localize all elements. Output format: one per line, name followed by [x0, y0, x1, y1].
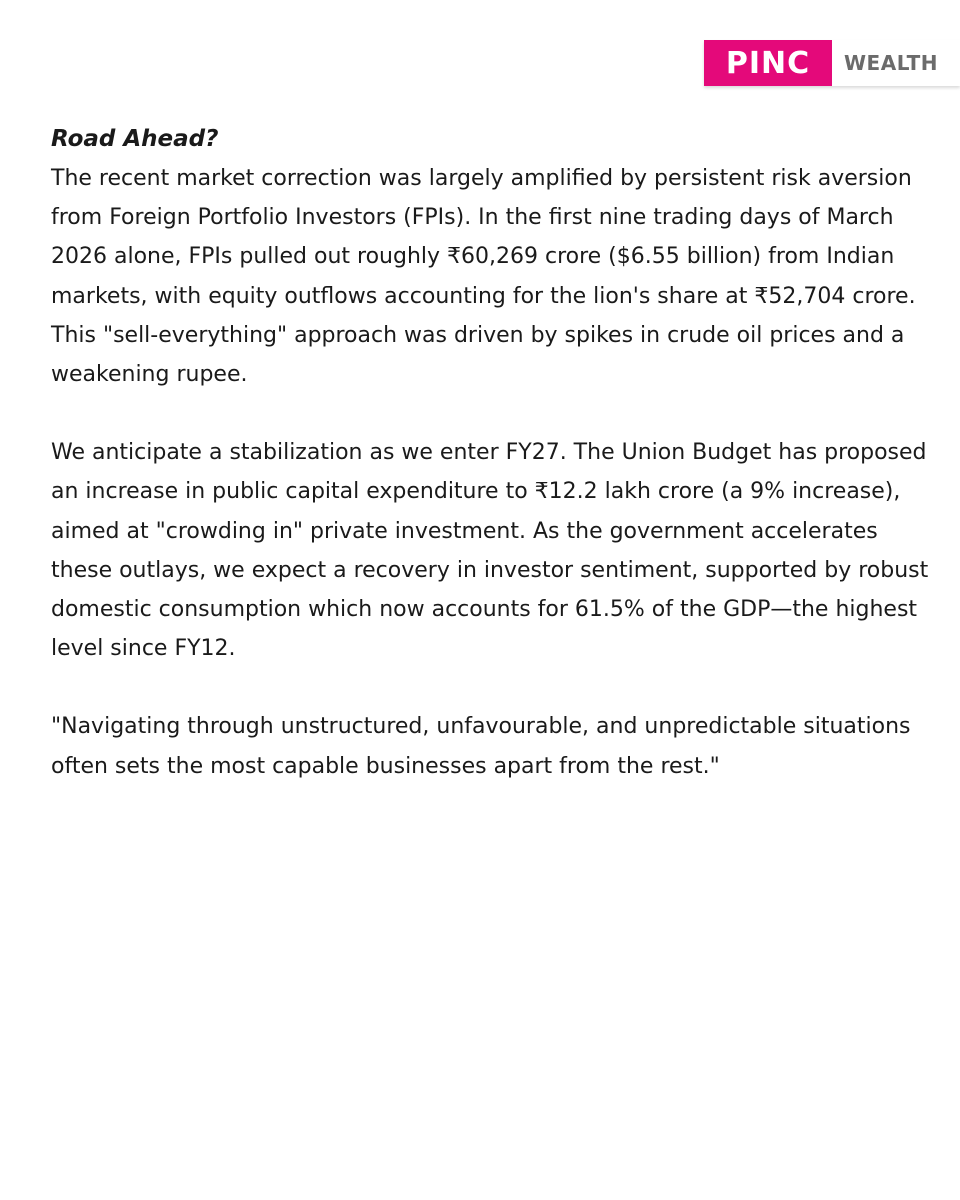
closing-quote: "Navigating through unstructured, unfavourable, and unpredictable situations often sets the most capable businesses apart from the rest." — [51, 714, 911, 779]
section-heading: Road Ahead? — [51, 126, 219, 152]
article-body — [51, 120, 931, 786]
paragraph-fpi-outflows: The recent market correction was largely amplified by persistent risk aversion from Foreign Portfolio Investors (FPIs). In the first nine trading days of March 2026 alone, FPIs pulled out roughly ₹60,269 crore ($6.55 billion) from Indian markets, with equity outflows accounting for the lion's share at ₹52,704 crore. This "sell-everything" approach was driven by spikes in crude oil prices and a weakening rupee. — [51, 166, 916, 388]
pinc-wealth-logo — [704, 40, 960, 86]
paragraph-spacer — [51, 394, 931, 433]
paragraph-spacer — [51, 668, 931, 707]
logo-brand: PINC — [704, 40, 832, 86]
logo-suffix: WEALTH — [832, 40, 960, 86]
paragraph-fy27-outlook: We anticipate a stabilization as we enter FY27. The Union Budget has proposed an increase in public capital expenditure to ₹12.2 lakh crore (a 9% increase), aimed at "crowding in" private investment. As the government accelerates these outlays, we expect a recovery in investor sentiment, supported by robust domestic consumption which now accounts for 61.5% of the GDP—the highest level since FY12. — [51, 440, 929, 662]
